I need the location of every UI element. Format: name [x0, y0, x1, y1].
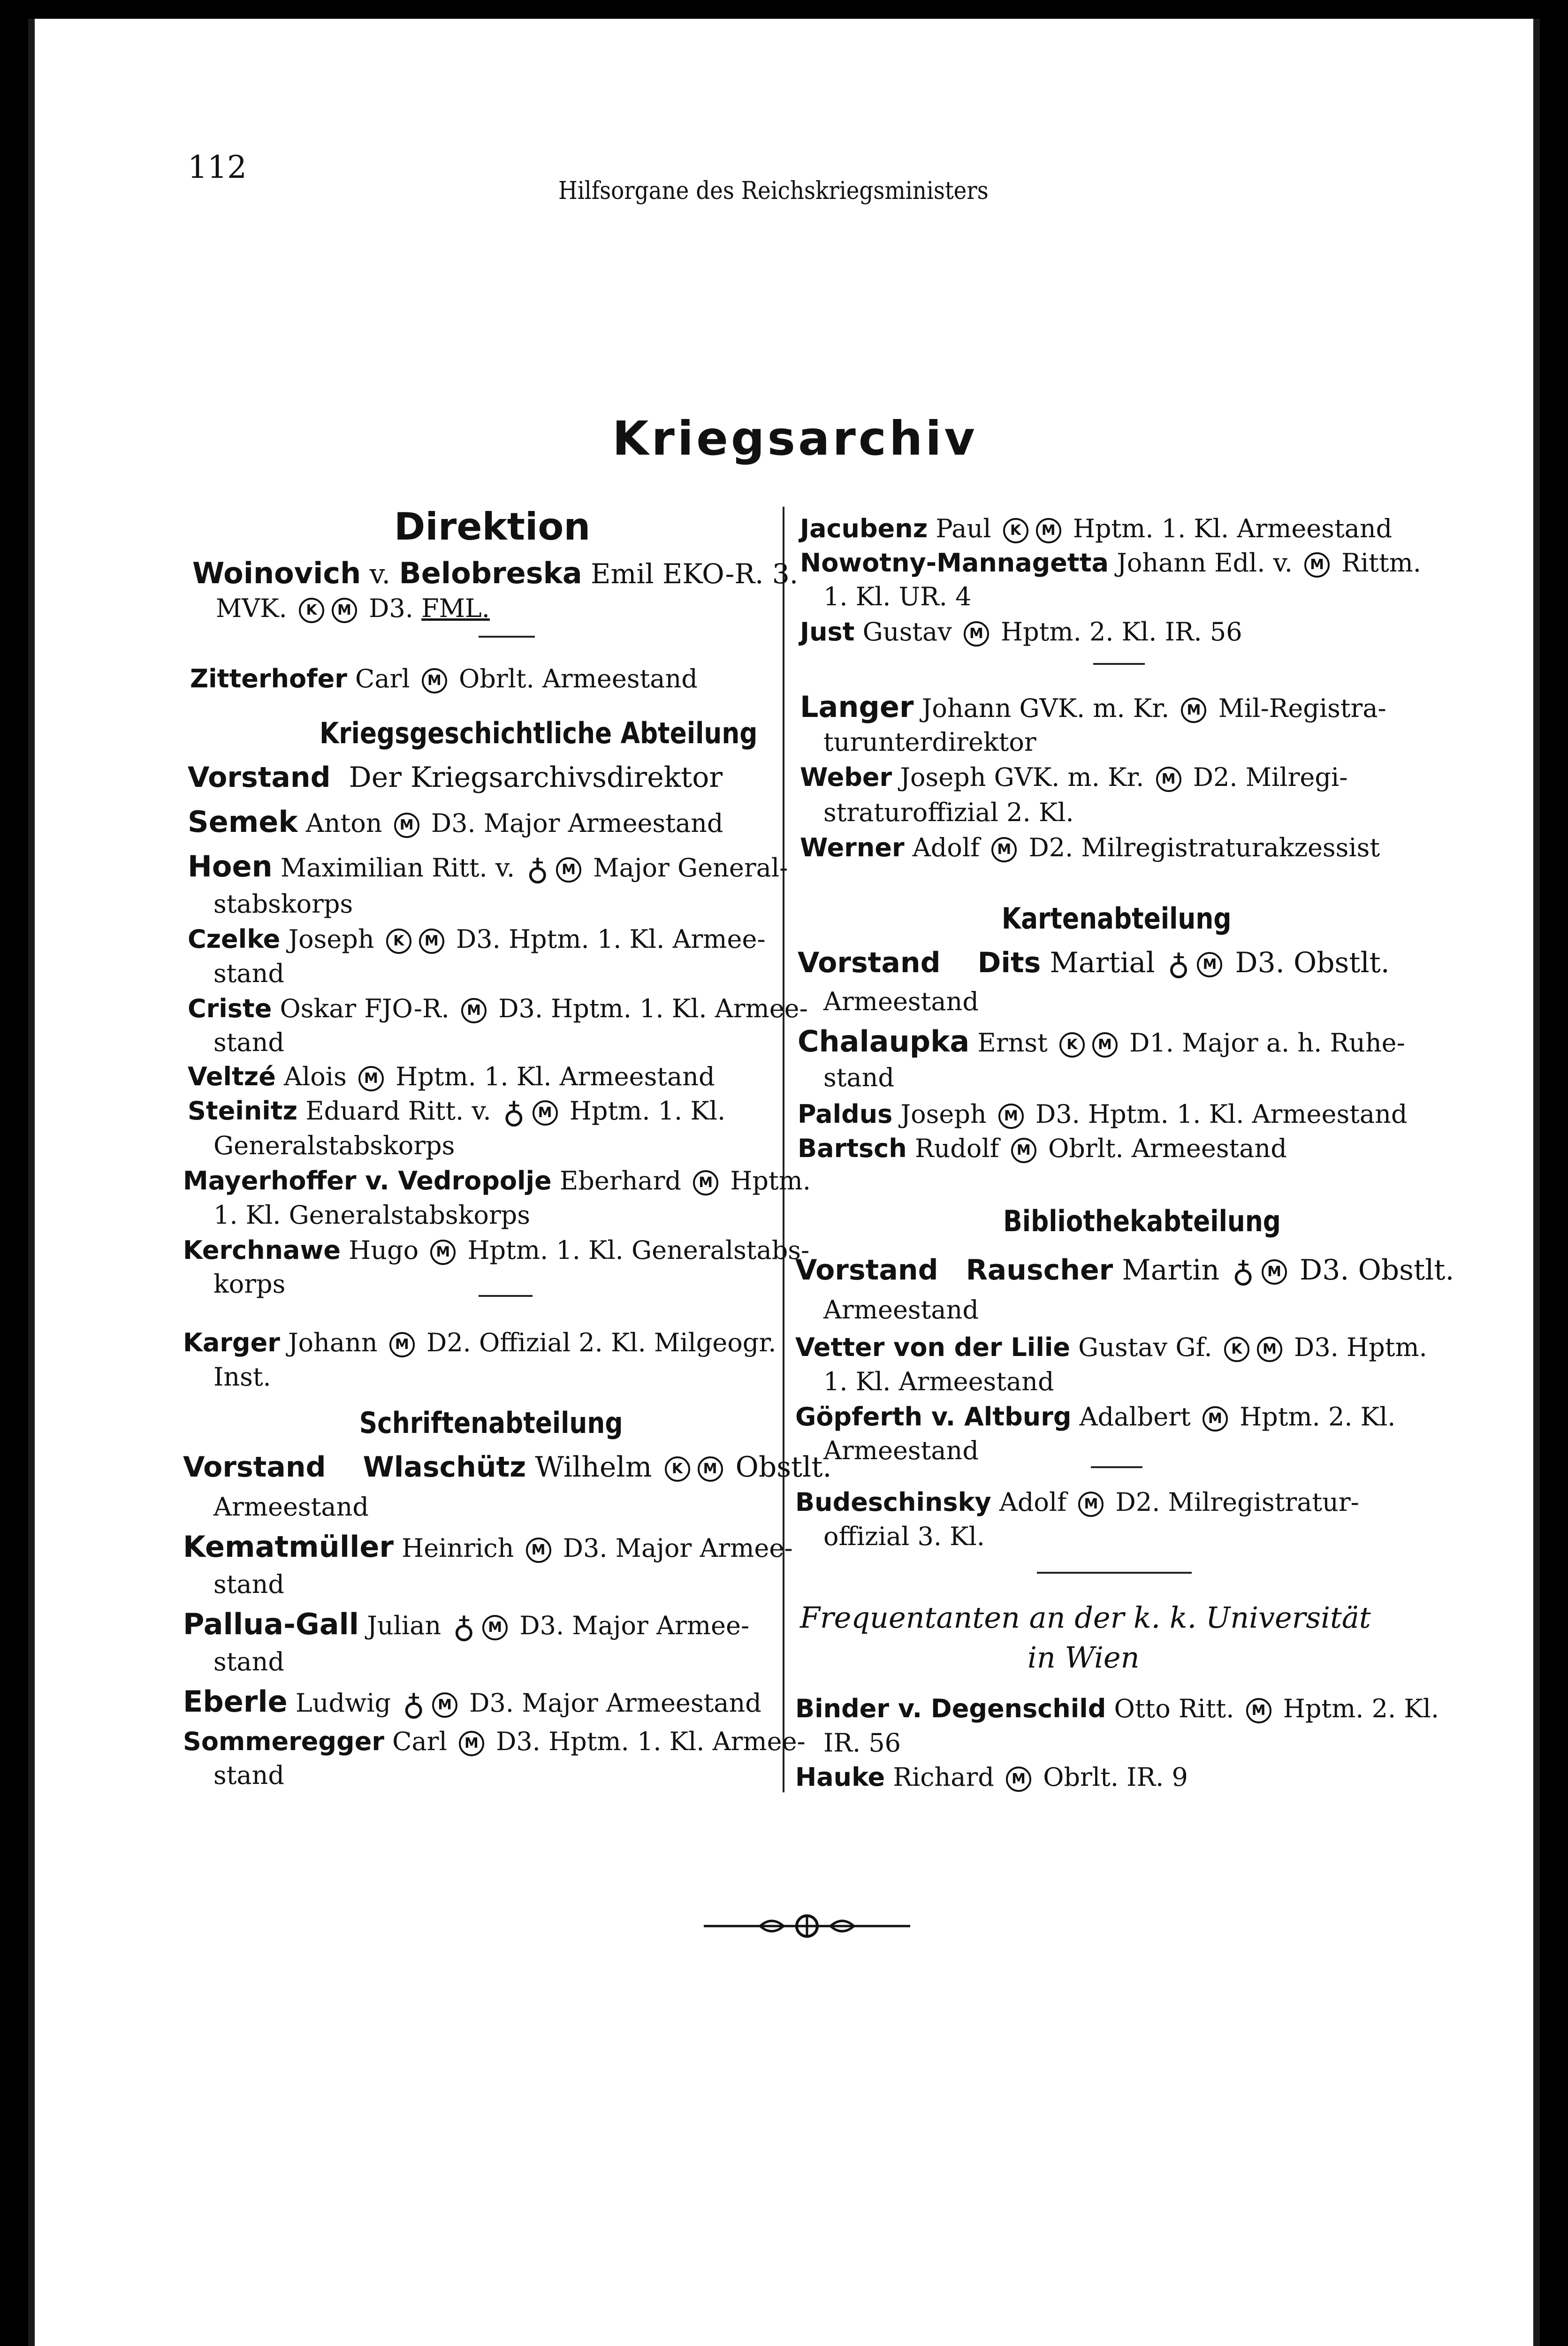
separator-rule	[479, 1295, 533, 1297]
section-heading-karten: Kartenabteilung	[1001, 901, 1232, 936]
entry-chalaupka	[798, 1024, 1405, 1059]
m-medal-icon: M	[1246, 1698, 1271, 1723]
entry-hauke	[795, 1762, 1188, 1792]
entry-vorstand-3-line2: Armeestand	[823, 987, 979, 1016]
entry-details: Hptm. 2. Kl.	[1240, 1402, 1396, 1432]
m-medal-icon: M	[1036, 518, 1061, 543]
entry-details: Joseph	[288, 924, 374, 954]
surname: Jacubenz	[800, 514, 928, 543]
m-medal-icon: M	[991, 837, 1017, 862]
entry-details: Hptm. 1. Kl. Generalstabs-	[467, 1235, 810, 1265]
entry-details: Rudolf	[914, 1134, 999, 1163]
entry-details: Hptm. 2. Kl. IR. 56	[1001, 617, 1242, 647]
m-medal-icon: M	[998, 1104, 1024, 1129]
entry-details: Hptm. 1. Kl.	[569, 1096, 726, 1126]
surname: Bartsch	[798, 1134, 907, 1163]
entry-details: Carl	[355, 664, 410, 693]
order-knot-icon: ♁	[403, 1688, 425, 1722]
surname: Budeschinsky	[795, 1487, 991, 1517]
surname: Langer	[800, 690, 914, 724]
m-medal-icon: M	[1304, 552, 1330, 578]
m-medal-icon: M	[482, 1615, 508, 1640]
entry-czelke	[188, 924, 766, 954]
entry-details: Eberhard	[559, 1166, 681, 1196]
surname: Woinovich	[192, 556, 361, 590]
entry-vorstand-4	[795, 1254, 1454, 1290]
entry-vorstand-4-line2: Armeestand	[823, 1295, 979, 1325]
left-frame-edge	[28, 19, 35, 2346]
m-medal-icon: M	[1203, 1406, 1228, 1432]
m-medal-icon: M	[461, 998, 487, 1023]
section-heading-schriften: Schriftenabteilung	[359, 1406, 623, 1440]
entry-details: Der Kriegsarchivsdirektor	[349, 761, 723, 794]
entry-woinovich	[192, 558, 798, 589]
m-medal-icon: M	[1078, 1492, 1104, 1517]
k-medal-icon: K	[1059, 1032, 1085, 1058]
m-medal-icon: M	[422, 668, 447, 693]
entry-details: Julian	[367, 1611, 441, 1640]
entry-details: Paul	[936, 514, 991, 543]
entry-details: Joseph GVK. m. Kr.	[900, 762, 1144, 792]
entry-criste	[188, 994, 808, 1024]
m-medal-icon: M	[698, 1456, 723, 1482]
entry-details: Obrlt. Armeestand	[1048, 1134, 1287, 1163]
separator-rule	[479, 636, 535, 638]
particle: v.	[369, 558, 391, 590]
entry-details: Richard	[893, 1762, 994, 1792]
entry-budeschinsky-line2: offizial 3. Kl.	[823, 1522, 985, 1551]
entry-details: Hugo	[349, 1235, 419, 1265]
entry-mayerhoffer-line2: 1. Kl. Generalstabskorps	[213, 1200, 530, 1230]
entry-goepferth	[795, 1402, 1395, 1432]
entry-details: Maximilian Ritt. v.	[280, 853, 515, 883]
entry-details: Wilhelm	[535, 1451, 652, 1484]
entry-details: Martial	[1050, 946, 1155, 979]
entry-budeschinsky	[795, 1487, 1359, 1517]
order-knot-icon: ♁	[526, 853, 549, 887]
k-medal-icon: K	[299, 598, 324, 623]
surname: Just	[800, 617, 855, 647]
entry-binder-line2: IR. 56	[823, 1728, 901, 1758]
entry-criste-line2: stand	[213, 1028, 284, 1057]
surname: Nowotny-Mannagetta	[800, 548, 1109, 578]
rank: FML.	[421, 594, 490, 623]
k-medal-icon: K	[1224, 1337, 1249, 1362]
entry-weber-line2: straturoffizial 2. Kl.	[823, 798, 1074, 827]
entry-vorstand-3	[798, 946, 1390, 983]
m-medal-icon: M	[1257, 1337, 1282, 1362]
entry-details: Heinrich	[402, 1533, 514, 1563]
right-frame-edge	[1533, 19, 1540, 2346]
entry-vorstand-2	[183, 1452, 832, 1482]
surname: Eberle	[183, 1684, 288, 1719]
entry-details: D3. Obstlt.	[1235, 946, 1390, 979]
entry-details: Johann GVK. m. Kr.	[921, 693, 1170, 723]
entry-details: Mil-Registra-	[1218, 693, 1386, 723]
entry-nowotny	[800, 548, 1421, 578]
entry-goepferth-line2: Armeestand	[823, 1436, 979, 1465]
m-medal-icon: M	[526, 1538, 551, 1563]
entry-mayerhoffer	[183, 1166, 811, 1196]
place-name: Belobreska	[399, 556, 582, 590]
section-heading-bibliothek: Bibliothekabteilung	[1003, 1204, 1281, 1238]
m-medal-icon: M	[1006, 1767, 1031, 1792]
entry-karger	[183, 1328, 776, 1358]
entry-details: D3. Major Armeestand	[431, 808, 723, 838]
surname: Vetter von der Lilie	[795, 1333, 1070, 1362]
entry-steinitz	[188, 1096, 725, 1128]
surname: Steinitz	[188, 1096, 298, 1126]
entry-details: Hptm. 1. Kl. Armeestand	[1073, 514, 1393, 543]
entry-vetter-line2: 1. Kl. Armeestand	[823, 1367, 1054, 1396]
entry-details: D3.	[369, 594, 413, 623]
entry-woinovich-line2	[216, 594, 490, 624]
entry-nowotny-line2: 1. Kl. UR. 4	[823, 582, 972, 611]
surname: Mayerhoffer v. Vedropolje	[183, 1166, 552, 1196]
surname: Hoen	[188, 849, 273, 884]
entry-details: D3. Hptm. 1. Kl. Armee-	[496, 1727, 806, 1756]
entry-details: Obstlt.	[735, 1451, 832, 1484]
role-label: Vorstand	[795, 1254, 938, 1287]
entry-details: D1. Major a. h. Ruhe-	[1129, 1028, 1405, 1058]
entry-kerchnawe	[183, 1235, 809, 1265]
entry-details: Emil EKO-R. 3.	[591, 558, 799, 590]
order-knot-icon: ♁	[1167, 947, 1190, 983]
entry-details: Major General-	[593, 853, 788, 883]
entry-kematmueller-line2: stand	[213, 1569, 284, 1599]
k-medal-icon: K	[386, 929, 411, 954]
entry-hoen	[188, 849, 788, 887]
entry-semek	[188, 807, 723, 838]
entry-details: Adolf	[912, 833, 980, 862]
m-medal-icon: M	[430, 1240, 456, 1265]
entry-details: D2. Offizial 2. Kl. Milgeogr.	[426, 1328, 776, 1357]
entry-details: D3. Major Armee-	[519, 1611, 750, 1640]
section-heading-kriegsgeschichtliche: Kriegsgeschichtliche Abteilung	[319, 716, 758, 750]
surname: Pallua-Gall	[183, 1607, 359, 1641]
k-medal-icon: K	[665, 1456, 690, 1482]
entry-details: Obrlt. Armeestand	[458, 664, 698, 693]
entry-kematmueller	[183, 1532, 793, 1563]
scanned-page	[28, 19, 1540, 2346]
entry-details: MVK.	[216, 594, 287, 623]
m-medal-icon: M	[556, 857, 581, 883]
m-medal-icon: M	[1156, 767, 1181, 792]
surname: Semek	[188, 805, 298, 839]
entry-just	[800, 617, 1242, 647]
section-heading-direktion: Direktion	[394, 505, 591, 548]
entry-vetter	[795, 1333, 1427, 1363]
entry-details: D3. Hptm. 1. Kl. Armeestand	[1035, 1099, 1408, 1129]
m-medal-icon: M	[1011, 1138, 1036, 1163]
surname: Hauke	[795, 1762, 885, 1792]
running-title: Hilfsorgane des Reichskriegsministers	[558, 177, 989, 205]
entry-details: Ludwig	[295, 1688, 391, 1718]
entry-eberle	[183, 1684, 761, 1722]
m-medal-icon: M	[432, 1692, 457, 1718]
entry-chalaupka-line2: stand	[823, 1063, 894, 1092]
m-medal-icon: M	[1092, 1032, 1118, 1058]
separator-rule	[1091, 1466, 1142, 1468]
frequentanten-heading: Frequentanten an der k. k. Universität	[800, 1600, 1371, 1635]
entry-details: Joseph	[900, 1099, 987, 1129]
entry-details: Carl	[392, 1727, 447, 1756]
role-label: Vorstand	[188, 761, 331, 794]
entry-vorstand-1	[188, 762, 723, 792]
m-medal-icon: M	[358, 1066, 384, 1091]
role-label: Vorstand	[798, 946, 941, 979]
entry-werner	[800, 833, 1380, 863]
entry-sommeregger-line2: stand	[213, 1760, 284, 1790]
entry-paldus	[798, 1099, 1407, 1129]
m-medal-icon: M	[1262, 1259, 1287, 1285]
entry-details: D3. Hptm. 1. Kl. Armee-	[498, 994, 808, 1023]
surname: Werner	[800, 833, 905, 862]
entry-langer-line2: turunterdirektor	[823, 727, 1036, 757]
m-medal-icon: M	[419, 929, 444, 954]
separator-rule	[1093, 663, 1145, 665]
role-label: Vorstand	[183, 1451, 326, 1484]
entry-czelke-line2: stand	[213, 959, 284, 988]
entry-weber	[800, 762, 1347, 792]
entry-details: D3. Hptm.	[1294, 1333, 1427, 1362]
surname: Weber	[800, 762, 892, 792]
entry-details: Alois	[284, 1062, 347, 1091]
entry-details: Hptm. 1. Kl. Armeestand	[396, 1062, 715, 1091]
m-medal-icon: M	[389, 1332, 415, 1357]
surname: Kematmüller	[183, 1530, 394, 1564]
surname: Kerchnawe	[183, 1235, 341, 1265]
surname: Rauscher	[966, 1254, 1113, 1287]
m-medal-icon: M	[332, 598, 357, 623]
entry-details: D3. Obstlt.	[1300, 1254, 1454, 1287]
order-knot-icon: ♁	[1232, 1255, 1255, 1290]
entry-binder	[795, 1694, 1439, 1724]
entry-details: Rittm.	[1341, 548, 1421, 578]
surname: Zitterhofer	[190, 664, 347, 693]
column-divider	[783, 507, 784, 1792]
entry-details: D2. Milregistratur-	[1115, 1487, 1359, 1517]
surname: Binder v. Degenschild	[795, 1694, 1106, 1723]
entry-vorstand-2-line2: Armeestand	[213, 1492, 369, 1522]
surname: Veltzé	[188, 1062, 276, 1091]
order-knot-icon: ♁	[502, 1096, 525, 1130]
entry-details: Adolf	[999, 1487, 1067, 1517]
surname: Dits	[977, 946, 1041, 979]
entry-details: Ernst	[977, 1028, 1048, 1058]
entry-kerchnawe-line2: korps	[213, 1269, 286, 1299]
entry-details: Johann	[288, 1328, 378, 1357]
surname: Karger	[183, 1328, 280, 1357]
frequentanten-heading-line2: in Wien	[1028, 1640, 1140, 1675]
m-medal-icon: M	[1181, 698, 1206, 723]
surname: Sommeregger	[183, 1727, 384, 1756]
m-medal-icon: M	[394, 813, 419, 838]
page-title: Kriegsarchiv	[612, 411, 978, 466]
entry-zitterhofer	[190, 664, 698, 694]
entry-details: Otto Ritt.	[1114, 1694, 1234, 1723]
m-medal-icon: M	[693, 1170, 718, 1196]
entry-details: Oskar FJO-R.	[280, 994, 449, 1023]
closing-ornament	[704, 1912, 910, 1940]
entry-details: D3. Major Armee-	[563, 1533, 793, 1563]
entry-details: Gustav Gf.	[1078, 1333, 1212, 1362]
entry-details: Martin	[1122, 1254, 1220, 1287]
m-medal-icon: M	[964, 621, 989, 647]
surname: Czelke	[188, 924, 281, 954]
surname: Paldus	[798, 1099, 893, 1129]
entry-details: Hptm.	[730, 1166, 811, 1196]
entry-karger-line2: Inst.	[213, 1362, 271, 1392]
entry-details: D2. Milregistraturakzessist	[1028, 833, 1380, 862]
entry-details: Johann Edl. v.	[1117, 548, 1293, 578]
m-medal-icon: M	[1197, 952, 1222, 977]
entry-hoen-line2: stabskorps	[213, 889, 353, 919]
entry-details: Hptm. 2. Kl.	[1283, 1694, 1439, 1723]
entry-pallua	[183, 1609, 749, 1643]
page-number: 112	[188, 149, 247, 185]
entry-details: D3. Hptm. 1. Kl. Armee-	[456, 924, 766, 954]
m-medal-icon: M	[459, 1731, 484, 1756]
k-medal-icon: K	[1003, 518, 1028, 543]
entry-details: Obrlt. IR. 9	[1043, 1762, 1188, 1792]
surname: Criste	[188, 994, 272, 1023]
surname: Chalaupka	[798, 1024, 970, 1059]
entry-langer	[800, 692, 1386, 724]
m-medal-icon: M	[533, 1100, 558, 1126]
entry-sommeregger	[183, 1727, 806, 1757]
surname: Göpferth v. Altburg	[795, 1402, 1072, 1432]
entry-details: Eduard Ritt. v.	[305, 1096, 491, 1126]
entry-veltze	[188, 1062, 715, 1092]
entry-jacubenz	[800, 514, 1392, 544]
entry-details: Anton	[305, 808, 382, 838]
entry-bartsch	[798, 1134, 1287, 1164]
entry-details: Gustav	[862, 617, 952, 647]
surname: Wlaschütz	[363, 1451, 526, 1484]
entry-details: D2. Milregi-	[1193, 762, 1348, 792]
order-knot-icon: ♁	[453, 1610, 475, 1645]
entry-details: D3. Major Armeestand	[469, 1688, 761, 1718]
entry-details: Adalbert	[1079, 1402, 1191, 1432]
entry-pallua-line2: stand	[213, 1647, 284, 1676]
entry-steinitz-line2: Generalstabskorps	[213, 1131, 455, 1160]
separator-rule	[1037, 1572, 1192, 1574]
